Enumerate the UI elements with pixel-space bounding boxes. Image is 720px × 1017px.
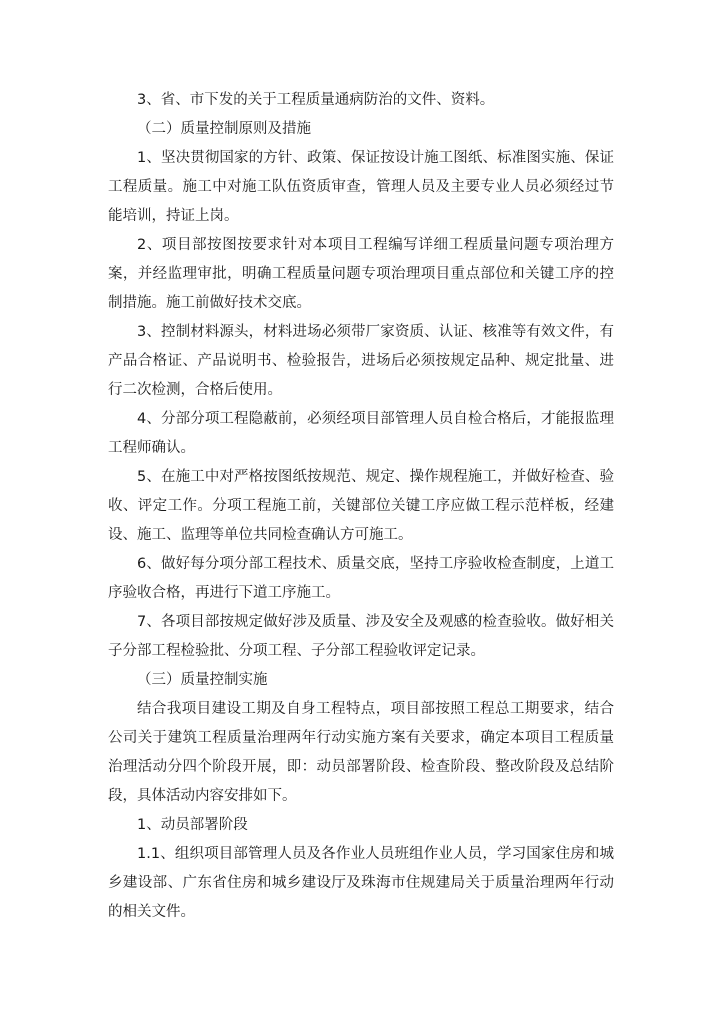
paragraph-item-3: 3、控制材料源头，材料进场必须带厂家资质、认证、核准等有效文件，有产品合格证、产品说明书、检验报告，进场后必须按规定品种、规定批量、进行二次检测，合格后使用。 [108, 324, 614, 398]
paragraph-item-1-1: 1.1、组织项目部管理人员及各作业人员班组作业人员，学习国家住房和城乡建设部、广东省住房和城乡建设厅及珠海市住规建局关于质量治理两年行动的相关文件。 [108, 846, 614, 920]
paragraph-item-7: 7、各项目部按规定做好涉及质量、涉及安全及观感的检查验收。做好相关子分部工程检验批、分项工程、子分部工程验收评定记录。 [108, 614, 614, 659]
subheading-mobilization-stage: 1、动员部署阶段 [137, 817, 248, 833]
paragraph-item-5: 5、在施工中对严格按图纸按规范、规定、操作规程施工，并做好检查、验收、评定工作。分项工程施工前，关键部位关键工序应做工程示范样板，经建设、施工、监理等单位共同检查确认方可施工。 [108, 469, 614, 543]
paragraph-implementation-intro: 结合我项目建设工期及自身工程特点，项目部按照工程总工期要求，结合公司关于建筑工程质量治理两年行动实施方案有关要求，确定本项目工程质量治理活动分四个阶段开展，即：动员部署阶段、检查阶段、整改阶段及总结阶段，具体活动内容安排如下。 [108, 701, 614, 804]
paragraph-item-2: 2、项目部按图按要求针对本项目工程编写详细工程质量问题专项治理方案，并经监理审批，明确工程质量问题专项治理项目重点部位和关键工序的控制措施。施工前做好技术交底。 [108, 237, 614, 311]
paragraph-documents: 3、省、市下发的关于工程质量通病防治的文件、资料。 [137, 92, 495, 108]
section-heading-quality-principles: （二）质量控制原则及措施 [137, 121, 311, 137]
document-page [108, 86, 614, 927]
paragraph-item-4: 4、分部分项工程隐蔽前，必须经项目部管理人员自检合格后，才能报监理工程师确认。 [108, 411, 614, 456]
paragraph-item-1: 1、坚决贯彻国家的方针、政策、保证按设计施工图纸、标准图实施、保证工程质量。施工中对施工队伍资质审查，管理人员及主要专业人员必须经过节能培训，持证上岗。 [108, 150, 614, 224]
paragraph-item-6: 6、做好每分项分部工程技术、质量交底，坚持工序验收检查制度，上道工序验收合格，再进行下道工序施工。 [108, 556, 614, 601]
section-heading-quality-implementation: （三）质量控制实施 [137, 672, 268, 688]
